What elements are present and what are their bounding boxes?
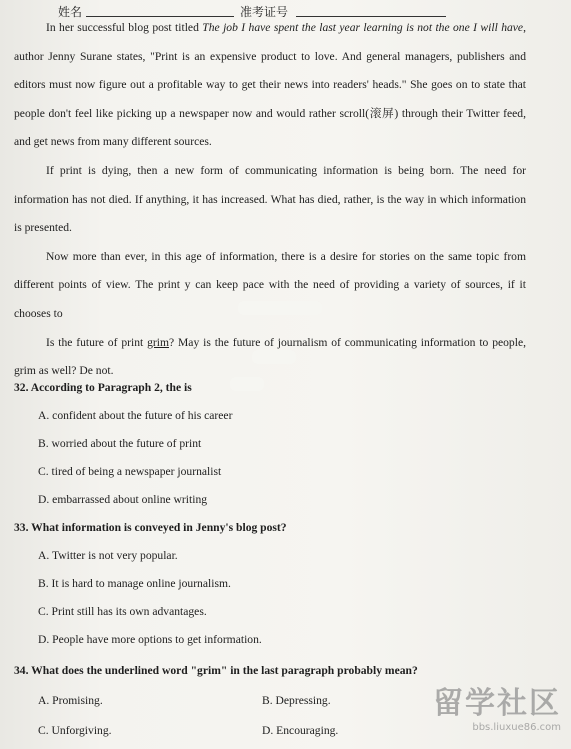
question-34-option-a[interactable]: A. Promising. (38, 694, 103, 707)
question-32-option-a[interactable]: A. confident about the future of his career (38, 409, 233, 422)
scan-smudge (230, 377, 264, 391)
question-32-option-c[interactable]: C. tired of being a newspaper journalist (38, 465, 222, 478)
question-33-option-d[interactable]: D. People have more options to get information. (38, 633, 262, 646)
question-34-option-d[interactable]: D. Encouraging. (262, 724, 339, 737)
scan-smudge (252, 350, 296, 364)
scan-smudge (238, 301, 322, 315)
question-34-option-c[interactable]: C. Unforgiving. (38, 724, 112, 737)
site-watermark (433, 678, 561, 733)
question-34-stem: 34. What does the underlined word "grim" in the last paragraph probably mean? (14, 664, 418, 677)
question-32-option-d[interactable]: D. embarrassed about online writing (38, 493, 208, 506)
question-33-option-a[interactable]: A. Twitter is not very popular. (38, 549, 178, 562)
question-33-option-c[interactable]: C. Print still has its own advantages. (38, 605, 207, 618)
question-33-option-b[interactable]: B. It is hard to manage online journalism. (38, 577, 231, 590)
name-label: 姓名 (58, 5, 83, 19)
question-33-stem: 33. What information is conveyed in Jenny's blog post? (14, 521, 287, 534)
watermark-url: bbs.liuxue86.com (472, 722, 561, 733)
reading-passage (14, 14, 526, 386)
question-32-option-b[interactable]: B. worried about the future of print (38, 437, 202, 450)
question-34-option-b[interactable]: B. Depressing. (262, 694, 331, 707)
blog-title: The job I have spent the last year learning is not the one I will have (202, 21, 524, 34)
exam-id-label: 准考证号 (240, 5, 289, 19)
question-32-stem: 32. According to Paragraph 2, the is (14, 381, 192, 394)
underlined-word-grim: grim (147, 335, 169, 349)
paragraph-2: If print is dying, then a new form of communicating information is being born. The need for information has not died. If anything, it has increased. What has died, rather, is the way in which information is presented. (14, 163, 526, 235)
watermark-logo-text: 留学社区 (433, 686, 561, 721)
paragraph-3: Now more than ever, in this age of information, there is a desire for stories on the same topic from different points of view. The print y can keep pace with the need of providing a variety of sources, if it chooses to (14, 249, 526, 320)
paragraph-4: Is the future of print grim? May is the future of journalism of communicating information to people, grim as well? De not. (14, 335, 526, 378)
paragraph-1: In her successful blog post titled The job I have spent the last year learning is not the one I will have, author Jenny Surane states, "Print is an expensive product to love. And general managers, publishers and editors must now figure out a profitable way to get their news into readers' heads." She goes on to state that people don't feel like picking up a newspaper now and would rather scroll(滚屏) through their Twitter feed, and get news from many different sources. (14, 21, 526, 149)
